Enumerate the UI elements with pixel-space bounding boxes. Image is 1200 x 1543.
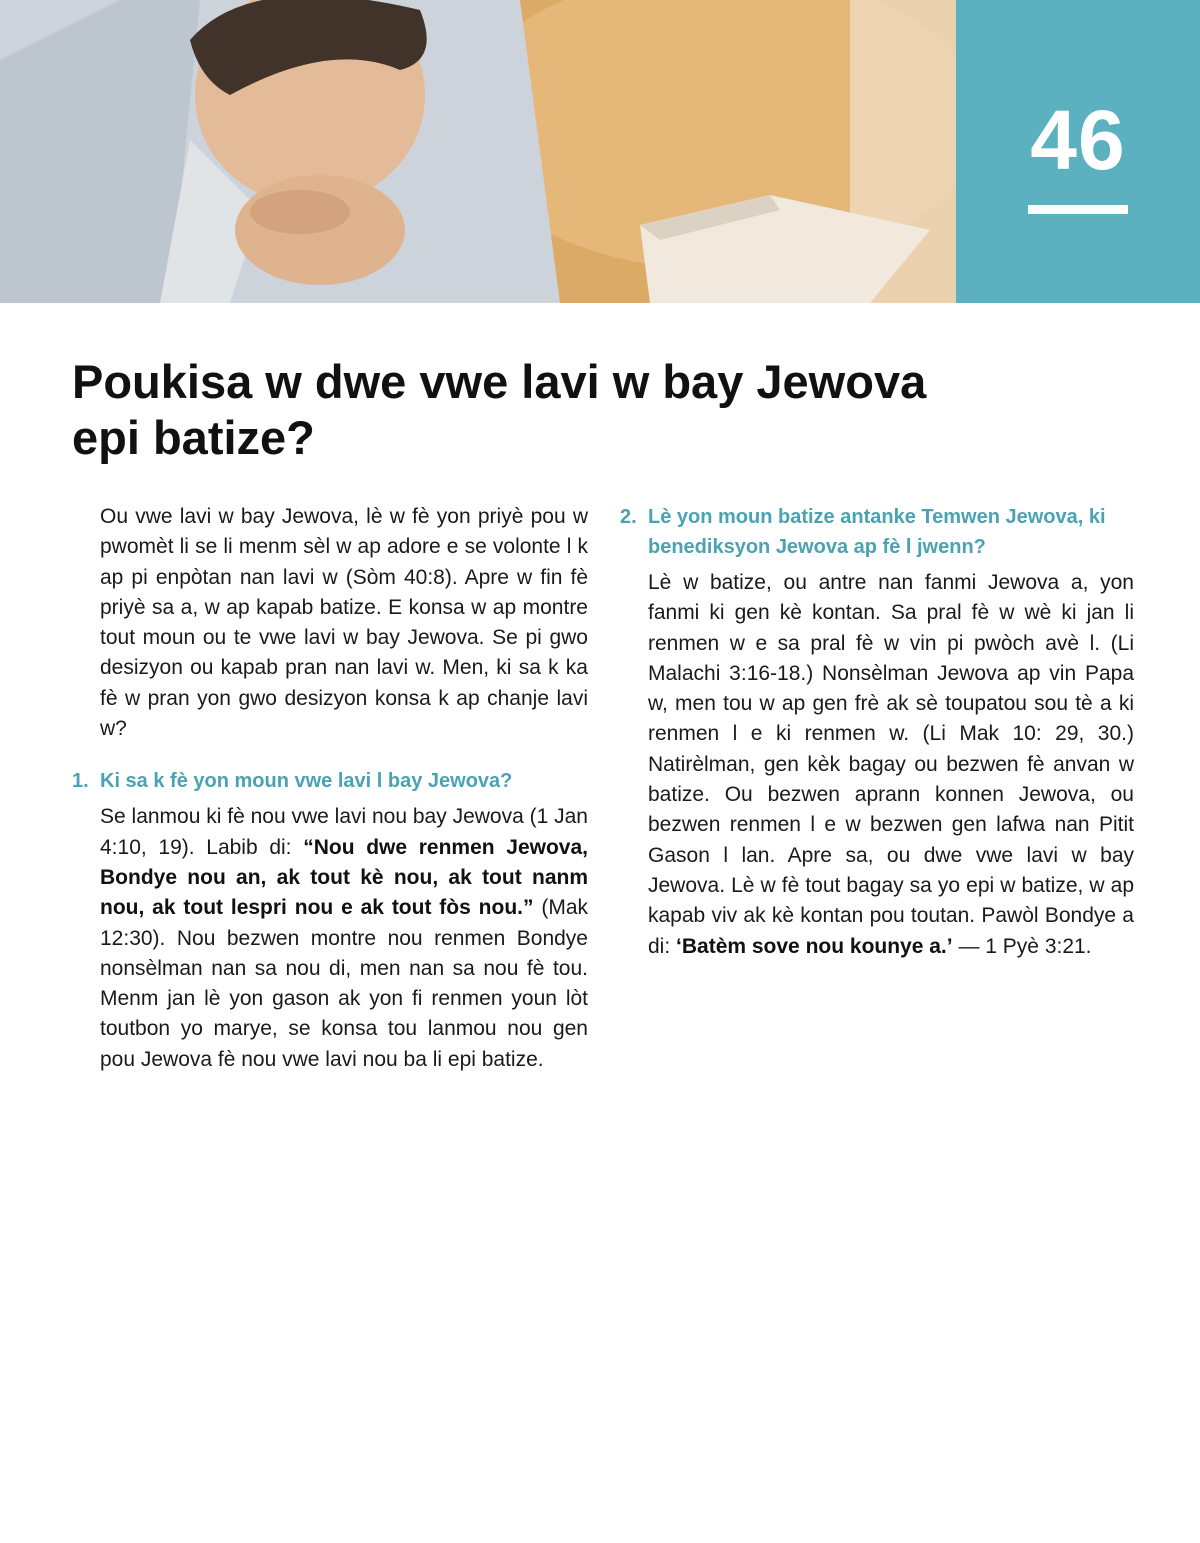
intro-paragraph: Ou vwe lavi w bay Jewova, lè w fè yon priyè pou w pwomèt li se li menm sèl w ap adore e se volonte l k ap pi enpòtan nan lavi w (Sòm 40:8). Apre w fin fè priyè sa a, w ap kapab batize. E konsa w ap montre tout moun ou te vwe lavi w bay Jewova. Se pi gwo desizyon ou kapab pran nan lavi w. Men, ki sa k ka fè w pran yon gwo desizyon konsa k ap chanje lavi w? — [100, 505, 588, 741]
lesson-number: 46 — [1030, 93, 1126, 187]
question-1-text: Ki sa k fè yon moun vwe lavi l bay Jewova? — [100, 770, 513, 793]
answer-2-paragraph — [620, 568, 1134, 962]
right-column — [620, 502, 1134, 962]
title-line-1: Poukisa w dwe vwe lavi w bay Jewova — [72, 355, 927, 408]
lesson-number-badge — [956, 0, 1200, 303]
answer-1-text-b: (Mak 12:30). Nou bezwen montre nou renmen Bondye nonsèlman nan sa nou di, men nan sa nou fè tou. Menm jan lè yon gason ak yon fi renmen youn lòt toutbon yo marye, se konsa tou lanmou nou gen pou Jewova fè nou vwe lavi nou ba li epi batize. — [100, 896, 588, 1071]
question-2-number: 2. — [620, 506, 637, 528]
answer-1-paragraph — [72, 802, 588, 1075]
lesson-number-underline — [1028, 205, 1128, 214]
answer-2-text-a: Lè w batize, ou antre nan fanmi Jewova a, yon fanmi ki gen kè kontan. Sa pral fè w wè ki jan li renmen w e sa pral fè w vin pi pwòch avè l. (Li Malachi 3:16-18.) Nonsèlman Jewova ap vin Papa w, men tou w ap gen frè ak sè toupatou sou tè a ki renmen l e ki renmen w. (Li Mak 10: 29, 30.) Natirèlman, gen kèk bagay ou bezwen fè anvan w batize. Ou bezwen aprann konnen Jewova, ou bezwen renmen l e w bezwen gen lafwa nan Pitit Gason l lan. Apre sa, ou dwe vwe lavi w bay Jewova. Lè w fè tout bagay sa yo epi w batize, w ap kapab viv ak kè kontan pou toutan. Pawòl Bondye a di: — [648, 571, 1134, 958]
answer-2-scripture-quote: ‘Batèm sove nou kounye a.’ — [676, 934, 953, 958]
question-2 — [620, 502, 1134, 562]
question-2-text: Lè yon moun batize antanke Temwen Jewova, ki benediksyon Jewova ap fè l jwenn? — [648, 506, 1106, 558]
answer-1-text-a: Se lanmou ki fè nou vwe lavi nou bay Jewova (1 Jan 4:10, 19). Labib di: — [100, 805, 588, 859]
title-line-2: epi batize? — [72, 411, 315, 464]
answer-2-text-b: — 1 Pyè 3:21. — [952, 934, 1092, 958]
page-title — [72, 354, 1132, 466]
answer-1-scripture-quote: “Nou dwe renmen Jewova, Bondye nou an, ak tout kè nou, ak tout nanm nou, ak tout lespri nou e ak tout fòs nou.” — [100, 835, 588, 920]
hero-photo — [0, 0, 956, 303]
praying-man-image — [0, 0, 956, 303]
left-column — [72, 502, 588, 1075]
question-1-number: 1. — [72, 770, 89, 793]
question-1 — [72, 766, 588, 796]
photo-tint — [0, 0, 956, 303]
